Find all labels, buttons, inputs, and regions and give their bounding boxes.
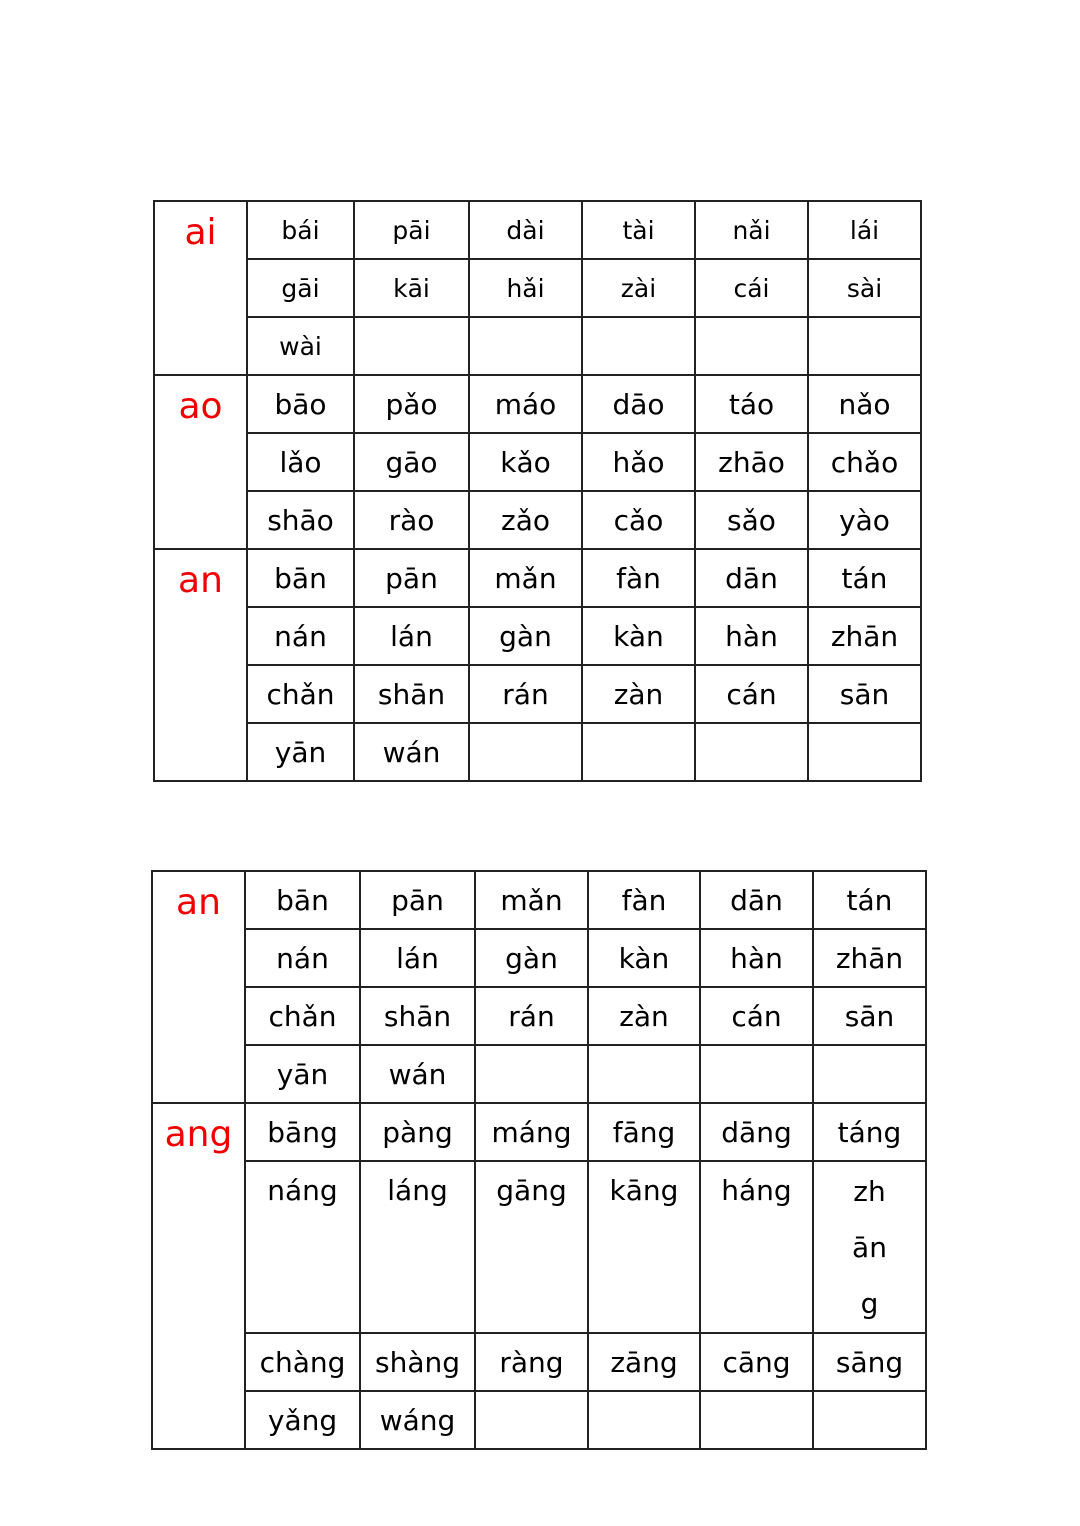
syllable-cell: sài <box>808 259 921 317</box>
syllable-cell: kǎo <box>469 433 582 491</box>
syllable-cell: zhān <box>813 929 926 987</box>
empty-cell <box>582 723 695 781</box>
table-row <box>154 259 921 317</box>
syllable-cell: sāng <box>813 1333 926 1391</box>
syllable-cell: mǎn <box>469 549 582 607</box>
empty-cell <box>588 1391 700 1449</box>
syllable-cell: dān <box>695 549 808 607</box>
final-label-ai: ai <box>154 201 247 375</box>
table-row <box>154 201 921 259</box>
empty-cell <box>475 1045 588 1103</box>
syllable-cell: máng <box>475 1103 588 1161</box>
empty-cell <box>700 1045 813 1103</box>
empty-cell <box>475 1391 588 1449</box>
pinyin-table-ai-ao-an <box>153 200 922 782</box>
syllable-cell: shān <box>354 665 469 723</box>
syllable-cell: cāng <box>700 1333 813 1391</box>
table-row <box>152 929 926 987</box>
empty-cell <box>469 723 582 781</box>
syllable-cell: máo <box>469 375 582 433</box>
syllable-cell: wài <box>247 317 354 375</box>
syllable-cell: zàn <box>582 665 695 723</box>
syllable-cell: rán <box>475 987 588 1045</box>
syllable-cell: ràng <box>475 1333 588 1391</box>
table-row <box>154 491 921 549</box>
empty-cell <box>469 317 582 375</box>
syllable-cell: cǎo <box>582 491 695 549</box>
syllable-cell: dāo <box>582 375 695 433</box>
empty-cell <box>588 1045 700 1103</box>
syllable-cell: wán <box>360 1045 475 1103</box>
syllable-cell: nán <box>247 607 354 665</box>
syllable-cell: mǎn <box>475 871 588 929</box>
final-label-ang: ang <box>152 1103 245 1449</box>
syllable-cell: háng <box>700 1161 813 1333</box>
syllable-cell: náng <box>245 1161 360 1333</box>
syllable-cell: bān <box>245 871 360 929</box>
table-row <box>154 375 921 433</box>
pinyin-table-an-ang <box>151 870 927 1450</box>
syllable-cell: chǎn <box>247 665 354 723</box>
final-label-an: an <box>154 549 247 781</box>
syllable-cell: hàn <box>695 607 808 665</box>
syllable-cell: bān <box>247 549 354 607</box>
syllable-cell: sǎo <box>695 491 808 549</box>
syllable-cell: pāi <box>354 201 469 259</box>
syllable-cell: gāng <box>475 1161 588 1333</box>
syllable-cell: zhān <box>808 607 921 665</box>
empty-cell <box>695 317 808 375</box>
syllable-cell: hǎi <box>469 259 582 317</box>
syllable-cell: pān <box>354 549 469 607</box>
table-row <box>152 1045 926 1103</box>
syllable-cell: zài <box>582 259 695 317</box>
syllable-cell: lán <box>354 607 469 665</box>
syllable-cell: rào <box>354 491 469 549</box>
syllable-cell: fàn <box>582 549 695 607</box>
table-row <box>154 549 921 607</box>
empty-cell <box>813 1391 926 1449</box>
syllable-cell: lǎo <box>247 433 354 491</box>
syllable-cell: kāng <box>588 1161 700 1333</box>
syllable-cell: chàng <box>245 1333 360 1391</box>
syllable-cell: shān <box>360 987 475 1045</box>
table-row <box>152 1333 926 1391</box>
syllable-cell: sān <box>808 665 921 723</box>
syllable-cell: wáng <box>360 1391 475 1449</box>
syllable-cell: chǎo <box>808 433 921 491</box>
syllable-cell: pān <box>360 871 475 929</box>
syllable-cell: cán <box>700 987 813 1045</box>
empty-cell <box>582 317 695 375</box>
syllable-cell: táo <box>695 375 808 433</box>
syllable-cell: bāng <box>245 1103 360 1161</box>
table-row <box>154 433 921 491</box>
syllable-cell: láng <box>360 1161 475 1333</box>
syllable-cell: lái <box>808 201 921 259</box>
syllable-cell: kàn <box>588 929 700 987</box>
table-row <box>152 1161 926 1333</box>
final-label-ao: ao <box>154 375 247 549</box>
syllable-cell: lán <box>360 929 475 987</box>
final-label-an: an <box>152 871 245 1103</box>
syllable-cell: gàn <box>475 929 588 987</box>
syllable-cell: dài <box>469 201 582 259</box>
empty-cell <box>695 723 808 781</box>
syllable-cell: kàn <box>582 607 695 665</box>
table-row <box>154 723 921 781</box>
syllable-cell: bāo <box>247 375 354 433</box>
syllable-cell: yào <box>808 491 921 549</box>
syllable-cell: gāi <box>247 259 354 317</box>
syllable-cell: hàn <box>700 929 813 987</box>
syllable-cell: zāng <box>588 1333 700 1391</box>
empty-cell <box>808 317 921 375</box>
syllable-cell: tài <box>582 201 695 259</box>
syllable-cell: gàn <box>469 607 582 665</box>
syllable-cell: nǎi <box>695 201 808 259</box>
table-row <box>154 607 921 665</box>
empty-cell <box>700 1391 813 1449</box>
syllable-cell: cán <box>695 665 808 723</box>
syllable-cell: fāng <box>588 1103 700 1161</box>
syllable-cell: zàn <box>588 987 700 1045</box>
syllable-cell: yān <box>245 1045 360 1103</box>
table-row <box>152 987 926 1045</box>
syllable-cell: gāo <box>354 433 469 491</box>
syllable-cell: pǎo <box>354 375 469 433</box>
syllable-cell: nán <box>245 929 360 987</box>
syllable-cell: chǎn <box>245 987 360 1045</box>
syllable-cell: shāo <box>247 491 354 549</box>
syllable-cell: zhāo <box>695 433 808 491</box>
syllable-cell: kāi <box>354 259 469 317</box>
syllable-cell: fàn <box>588 871 700 929</box>
table-row <box>152 871 926 929</box>
syllable-cell: zhāng <box>813 1161 926 1333</box>
syllable-cell: tán <box>813 871 926 929</box>
empty-cell <box>354 317 469 375</box>
syllable-cell: sān <box>813 987 926 1045</box>
table-row <box>152 1391 926 1449</box>
table-row <box>154 317 921 375</box>
syllable-cell: yǎng <box>245 1391 360 1449</box>
syllable-cell: shàng <box>360 1333 475 1391</box>
syllable-cell: hǎo <box>582 433 695 491</box>
syllable-cell: rán <box>469 665 582 723</box>
syllable-cell: cái <box>695 259 808 317</box>
syllable-cell: dāng <box>700 1103 813 1161</box>
syllable-cell: zǎo <box>469 491 582 549</box>
syllable-cell: táng <box>813 1103 926 1161</box>
table-row <box>152 1103 926 1161</box>
syllable-cell: dān <box>700 871 813 929</box>
empty-cell <box>808 723 921 781</box>
syllable-cell: pàng <box>360 1103 475 1161</box>
syllable-cell: wán <box>354 723 469 781</box>
syllable-cell: tán <box>808 549 921 607</box>
syllable-cell: nǎo <box>808 375 921 433</box>
empty-cell <box>813 1045 926 1103</box>
syllable-cell: yān <box>247 723 354 781</box>
table-row <box>154 665 921 723</box>
syllable-cell: bái <box>247 201 354 259</box>
